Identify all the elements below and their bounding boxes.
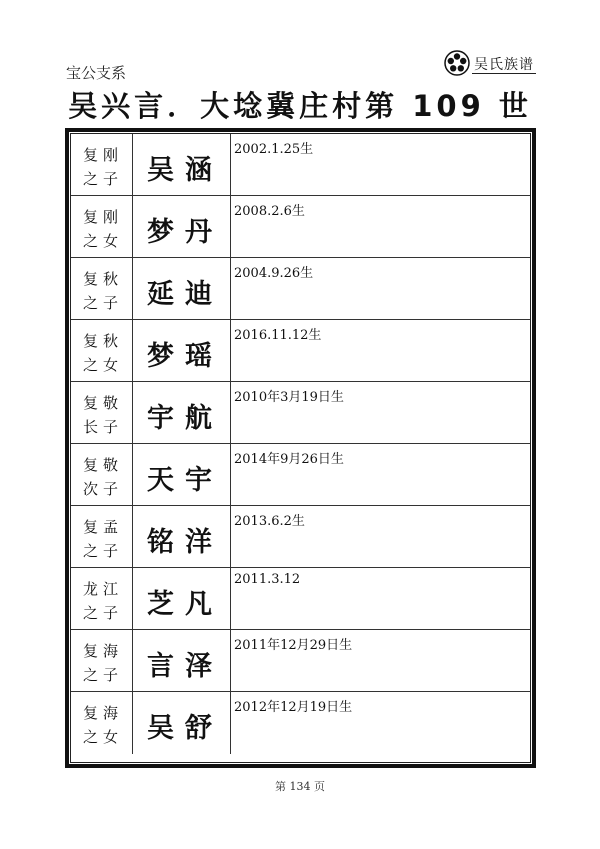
relation-char: 子 — [103, 418, 119, 436]
relation-char: 敬 — [103, 456, 119, 474]
birth-note: 2008.2.6生 — [234, 204, 305, 219]
name-char: 涵 — [185, 155, 212, 186]
table-row — [71, 568, 530, 630]
birth-note: 2012年12月19日生 — [234, 700, 353, 715]
relation-char: 江 — [103, 580, 119, 598]
relation-char: 女 — [103, 356, 119, 374]
relation-char: 之 — [83, 542, 99, 560]
relation-char: 孟 — [103, 518, 119, 536]
relation-char: 之 — [83, 170, 99, 188]
relation-char: 刚 — [103, 208, 119, 226]
relation-char: 刚 — [103, 146, 119, 164]
name-char: 言 — [147, 651, 174, 682]
relation-char: 复 — [83, 270, 99, 288]
relation-cell — [71, 630, 133, 692]
name-cell — [133, 320, 231, 382]
birth-note: 2016.11.12生 — [234, 328, 322, 343]
name-cell — [133, 196, 231, 258]
name-char: 凡 — [185, 589, 212, 620]
relation-char: 龙 — [83, 580, 99, 598]
relation-char: 之 — [83, 356, 99, 374]
table-row — [71, 444, 530, 506]
name-char: 梦 — [147, 341, 174, 372]
name-char: 吴 — [147, 713, 174, 744]
relation-cell — [71, 382, 133, 444]
logo-text: 吴氏族谱 — [474, 57, 534, 73]
name-cell — [133, 134, 231, 196]
genealogy-table — [70, 133, 531, 763]
logo-underline — [472, 73, 536, 74]
relation-cell — [71, 134, 133, 196]
relation-char: 女 — [103, 232, 119, 250]
name-cell — [133, 692, 231, 754]
name-cell — [133, 258, 231, 320]
name-char: 吴 — [147, 155, 174, 186]
birth-note: 2011.3.12 — [234, 572, 301, 587]
relation-char: 子 — [103, 170, 119, 188]
table-row — [71, 692, 530, 754]
table-row — [71, 630, 530, 692]
name-cell — [133, 506, 231, 568]
relation-char: 秋 — [103, 270, 119, 288]
name-char: 瑶 — [185, 341, 212, 372]
table-row — [71, 382, 530, 444]
relation-cell — [71, 196, 133, 258]
relation-char: 之 — [83, 666, 99, 684]
name-char: 洋 — [185, 527, 212, 558]
relation-char: 之 — [83, 728, 99, 746]
relation-cell — [71, 506, 133, 568]
birth-note: 2002.1.25生 — [234, 142, 314, 157]
relation-char: 之 — [83, 294, 99, 312]
relation-char: 复 — [83, 394, 99, 412]
relation-char: 子 — [103, 666, 119, 684]
name-cell — [133, 382, 231, 444]
name-char: 丹 — [185, 217, 212, 248]
name-cell — [133, 568, 231, 630]
page-title: 吴兴言．大埝冀庄村第 109 世 — [68, 89, 532, 123]
relation-char: 子 — [103, 542, 119, 560]
relation-char: 复 — [83, 704, 99, 722]
name-char: 梦 — [147, 217, 174, 248]
relation-char: 复 — [83, 456, 99, 474]
relation-char: 之 — [83, 232, 99, 250]
name-cell — [133, 630, 231, 692]
name-cell — [133, 444, 231, 506]
name-char: 宇 — [185, 465, 212, 496]
name-char: 宇 — [147, 403, 174, 434]
relation-char: 次 — [83, 480, 99, 498]
table-row — [71, 196, 530, 258]
relation-char: 秋 — [103, 332, 119, 350]
name-char: 天 — [147, 465, 174, 496]
relation-char: 复 — [83, 642, 99, 660]
birth-note: 2004.9.26生 — [234, 266, 314, 281]
relation-char: 复 — [83, 146, 99, 164]
relation-char: 子 — [103, 604, 119, 622]
name-char: 芝 — [147, 589, 174, 620]
relation-char: 复 — [83, 332, 99, 350]
name-char: 迪 — [185, 279, 212, 310]
relation-char: 敬 — [103, 394, 119, 412]
table-row — [71, 258, 530, 320]
birth-note: 2011年12月29日生 — [234, 638, 353, 653]
relation-char: 复 — [83, 208, 99, 226]
birth-note: 2014年9月26日生 — [234, 452, 344, 467]
page-number: 第 134 页 — [275, 780, 325, 793]
relation-cell — [71, 568, 133, 630]
relation-char: 之 — [83, 604, 99, 622]
table-row — [71, 134, 530, 196]
name-char: 铭 — [147, 527, 174, 558]
relation-cell — [71, 444, 133, 506]
relation-cell — [71, 320, 133, 382]
clan-emblem-icon — [444, 50, 470, 76]
relation-cell — [71, 258, 133, 320]
relation-char: 复 — [83, 518, 99, 536]
relation-char: 海 — [103, 642, 119, 660]
table-row — [71, 506, 530, 568]
branch-label: 宝公支系 — [66, 64, 127, 82]
relation-char: 女 — [103, 728, 119, 746]
clan-logo — [444, 50, 536, 76]
relation-char: 长 — [83, 418, 99, 436]
birth-note: 2010年3月19日生 — [234, 390, 344, 405]
name-char: 延 — [147, 279, 174, 310]
name-char: 航 — [185, 403, 212, 434]
relation-char: 子 — [103, 480, 119, 498]
relation-char: 子 — [103, 294, 119, 312]
table-row — [71, 320, 530, 382]
birth-note: 2013.6.2生 — [234, 514, 305, 529]
name-char: 舒 — [185, 713, 212, 744]
relation-cell — [71, 692, 133, 754]
name-char: 泽 — [185, 651, 212, 682]
relation-char: 海 — [103, 704, 119, 722]
